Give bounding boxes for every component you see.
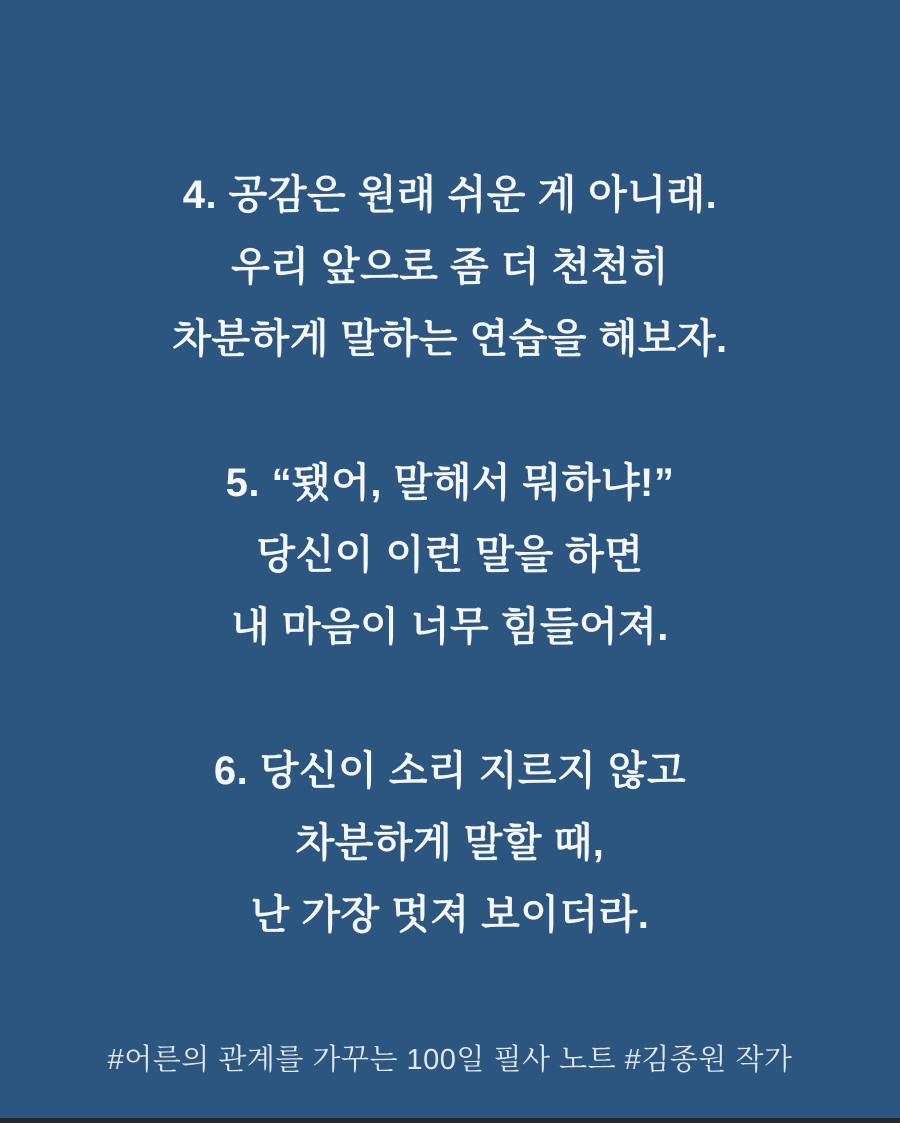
quote-6-line-2: 차분하게 말할 때, bbox=[295, 821, 605, 865]
quote-4-line-3: 차분하게 말하는 연습을 해보자. bbox=[172, 317, 728, 361]
quote-6-line-3: 난 가장 멋져 보이더라. bbox=[250, 893, 650, 937]
quote-block-6 bbox=[0, 735, 900, 951]
quote-block-4 bbox=[0, 159, 900, 375]
quote-5-line-2: 당신이 이런 말을 하면 bbox=[256, 533, 644, 577]
quotes-area bbox=[0, 159, 900, 1023]
quote-5-line-1: 5. “됐어, 말해서 뭐하냐!” bbox=[225, 461, 675, 505]
quote-4-line-2: 우리 앞으로 좀 더 천천히 bbox=[231, 245, 669, 289]
quote-4-line-1: 4. 공감은 원래 쉬운 게 아니래. bbox=[182, 173, 718, 217]
quote-5-line-3: 내 마음이 너무 힘들어져. bbox=[231, 605, 669, 649]
quote-block-5 bbox=[0, 447, 900, 663]
footer-hashtags: #어른의 관계를 가꾸는 100일 필사 노트 #김종원 작가 bbox=[107, 1044, 793, 1076]
quote-6-line-1: 6. 당신이 소리 지르지 않고 bbox=[213, 749, 687, 793]
bottom-strip bbox=[0, 1118, 900, 1123]
